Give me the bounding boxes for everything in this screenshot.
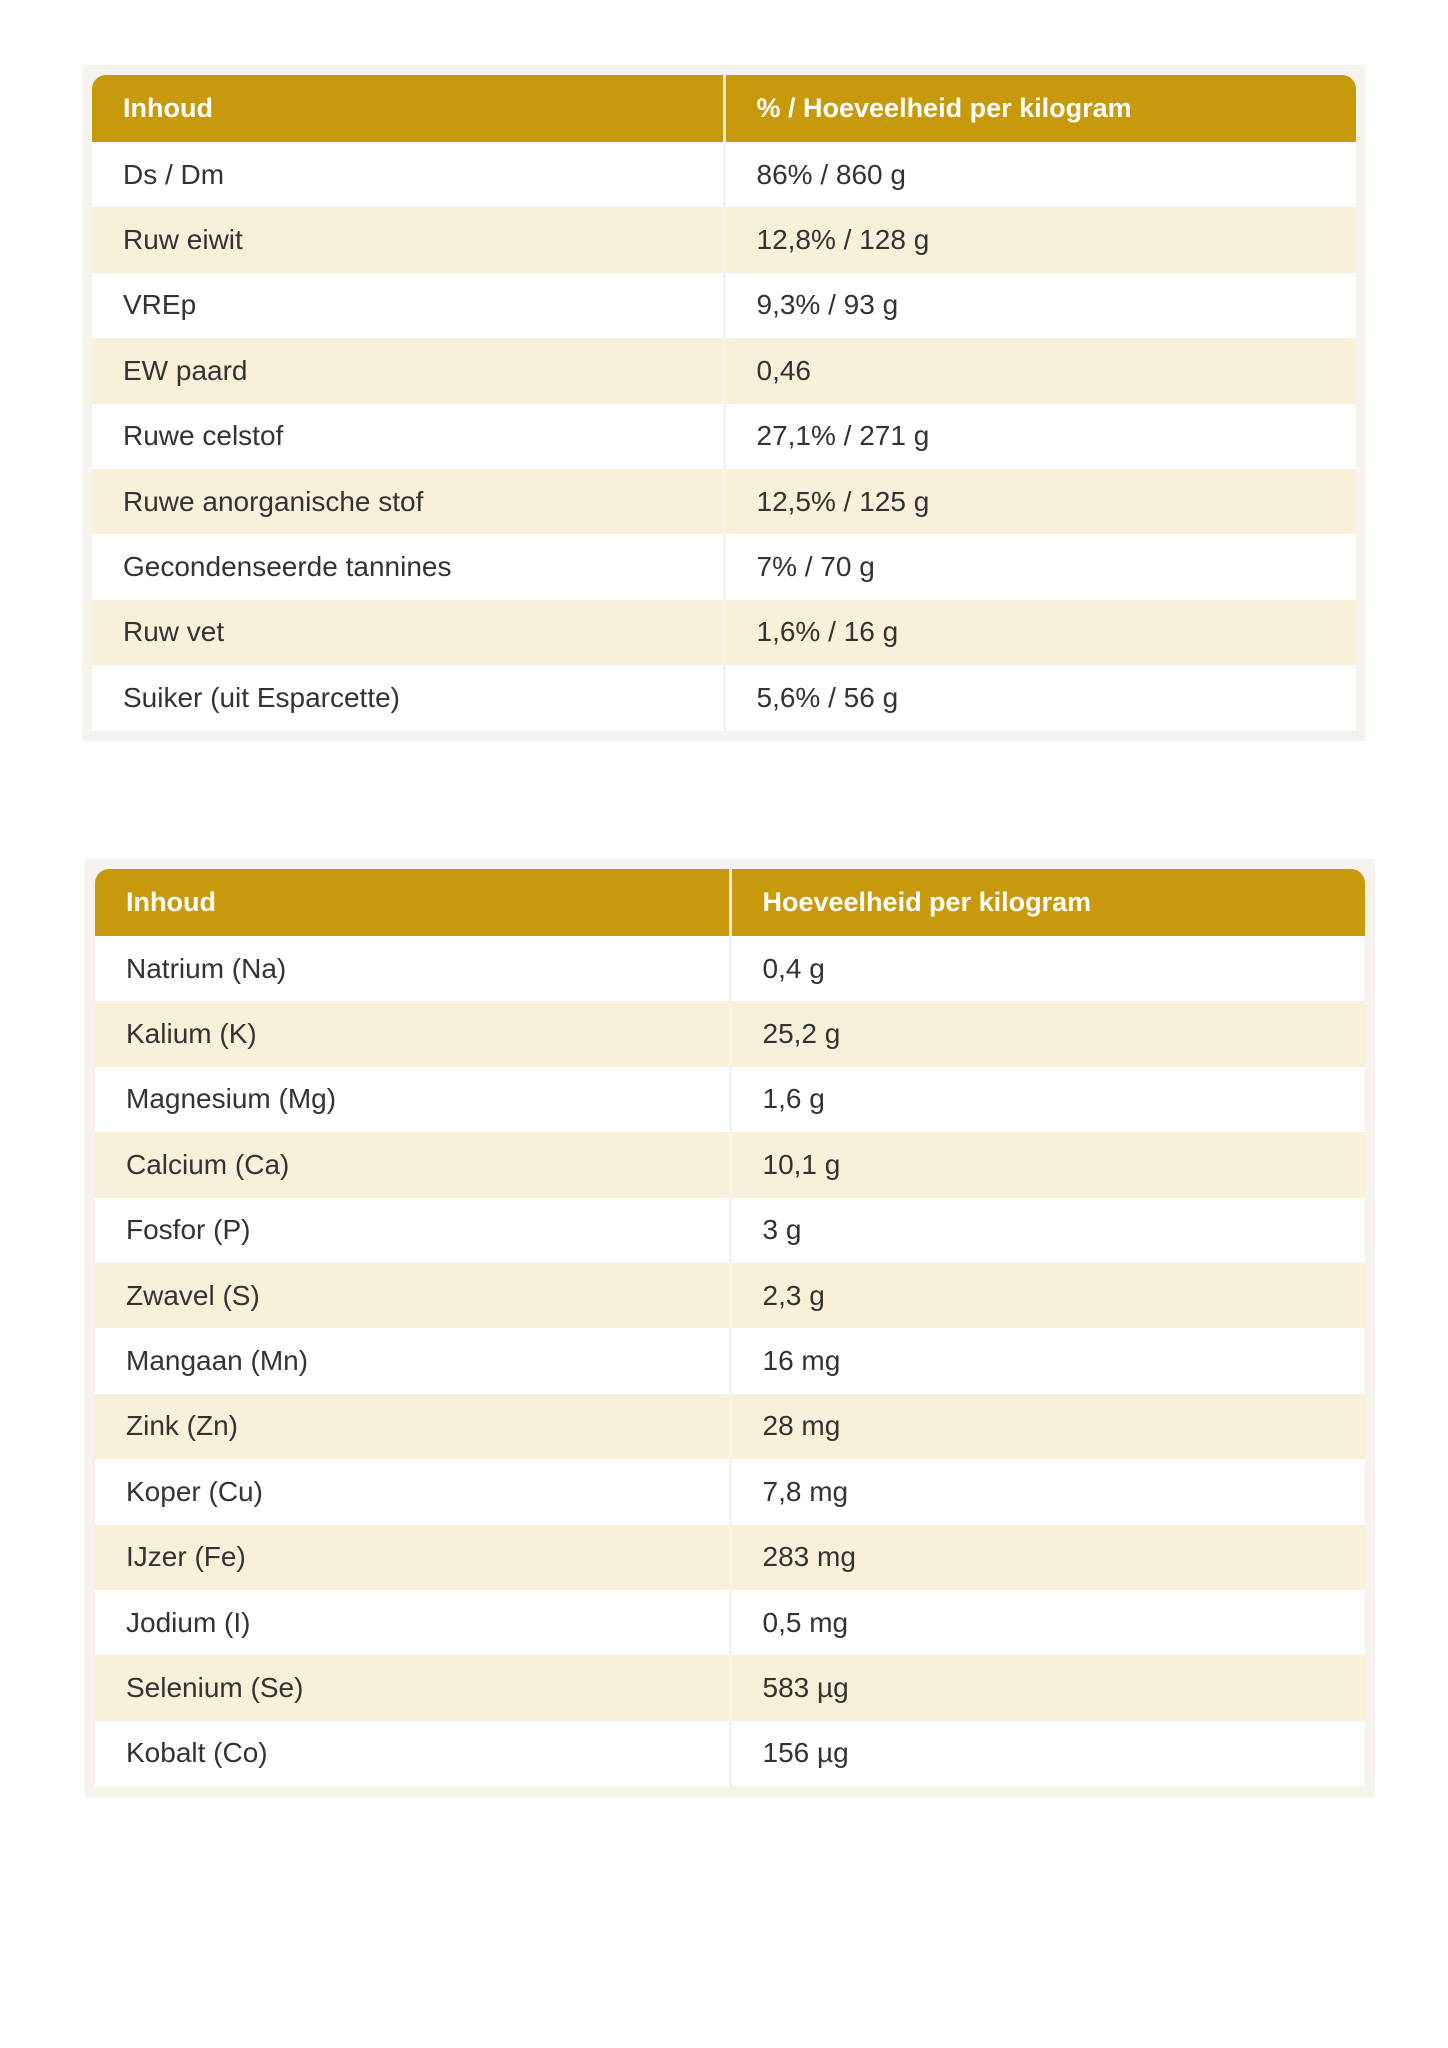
cell-content-name: Kobalt (Co) [95, 1721, 730, 1786]
table-row [92, 404, 1356, 469]
cell-amount: 0,5 mg [730, 1590, 1365, 1655]
mineral-table-grid [95, 869, 1365, 1786]
table-row [95, 936, 1365, 1001]
cell-amount: 0,46 [724, 338, 1356, 403]
cell-content-name: Fosfor (P) [95, 1198, 730, 1263]
cell-content-name: IJzer (Fe) [95, 1525, 730, 1590]
table-body [95, 936, 1365, 1786]
cell-amount: 27,1% / 271 g [724, 404, 1356, 469]
cell-amount: 0,4 g [730, 936, 1365, 1001]
table-row [95, 1525, 1365, 1590]
table-body [92, 142, 1356, 731]
cell-content-name: Selenium (Se) [95, 1655, 730, 1720]
table-row [92, 469, 1356, 534]
cell-content-name: EW paard [92, 338, 724, 403]
table-row [95, 1394, 1365, 1459]
table-row [92, 665, 1356, 730]
cell-amount: 156 µg [730, 1721, 1365, 1786]
table-header-row [92, 75, 1356, 142]
table-row [92, 207, 1356, 272]
table-row [95, 1132, 1365, 1197]
table-row [95, 1590, 1365, 1655]
cell-content-name: Ruw eiwit [92, 207, 724, 272]
table-row [95, 1263, 1365, 1328]
cell-content-name: Jodium (I) [95, 1590, 730, 1655]
cell-content-name: VREp [92, 273, 724, 338]
cell-amount: 1,6 g [730, 1067, 1365, 1132]
cell-content-name: Magnesium (Mg) [95, 1067, 730, 1132]
cell-content-name: Ds / Dm [92, 142, 724, 207]
cell-amount: 86% / 860 g [724, 142, 1356, 207]
table-row [95, 1459, 1365, 1524]
cell-amount: 7,8 mg [730, 1459, 1365, 1524]
cell-content-name: Zwavel (S) [95, 1263, 730, 1328]
table-header-row [95, 869, 1365, 936]
column-header-content: Inhoud [92, 75, 724, 142]
cell-content-name: Kalium (K) [95, 1001, 730, 1066]
cell-amount: 12,8% / 128 g [724, 207, 1356, 272]
cell-amount: 3 g [730, 1198, 1365, 1263]
table-row [95, 1328, 1365, 1393]
table-row [95, 1655, 1365, 1720]
table-row [92, 142, 1356, 207]
cell-amount: 583 µg [730, 1655, 1365, 1720]
table-row [95, 1067, 1365, 1132]
table-row [95, 1721, 1365, 1786]
table-row [95, 1198, 1365, 1263]
cell-amount: 2,3 g [730, 1263, 1365, 1328]
cell-amount: 10,1 g [730, 1132, 1365, 1197]
cell-content-name: Ruwe anorganische stof [92, 469, 724, 534]
table-row [95, 1001, 1365, 1066]
cell-amount: 7% / 70 g [724, 534, 1356, 599]
cell-content-name: Suiker (uit Esparcette) [92, 665, 724, 730]
table-row [92, 600, 1356, 665]
column-header-amount: % / Hoeveelheid per kilogram [724, 75, 1356, 142]
cell-content-name: Mangaan (Mn) [95, 1328, 730, 1393]
table-row [92, 338, 1356, 403]
cell-amount: 5,6% / 56 g [724, 665, 1356, 730]
cell-content-name: Ruw vet [92, 600, 724, 665]
cell-content-name: Natrium (Na) [95, 936, 730, 1001]
column-header-content: Inhoud [95, 869, 730, 936]
table-row [92, 273, 1356, 338]
cell-content-name: Koper (Cu) [95, 1459, 730, 1524]
nutrient-table [82, 65, 1366, 741]
cell-amount: 9,3% / 93 g [724, 273, 1356, 338]
cell-amount: 28 mg [730, 1394, 1365, 1459]
column-header-amount: Hoeveelheid per kilogram [730, 869, 1365, 936]
cell-content-name: Zink (Zn) [95, 1394, 730, 1459]
cell-amount: 1,6% / 16 g [724, 600, 1356, 665]
cell-content-name: Ruwe celstof [92, 404, 724, 469]
table-row [92, 534, 1356, 599]
cell-content-name: Gecondenseerde tannines [92, 534, 724, 599]
cell-amount: 12,5% / 125 g [724, 469, 1356, 534]
cell-content-name: Calcium (Ca) [95, 1132, 730, 1197]
cell-amount: 16 mg [730, 1328, 1365, 1393]
cell-amount: 25,2 g [730, 1001, 1365, 1066]
mineral-table [85, 859, 1375, 1798]
nutrient-table-grid [92, 75, 1356, 731]
cell-amount: 283 mg [730, 1525, 1365, 1590]
